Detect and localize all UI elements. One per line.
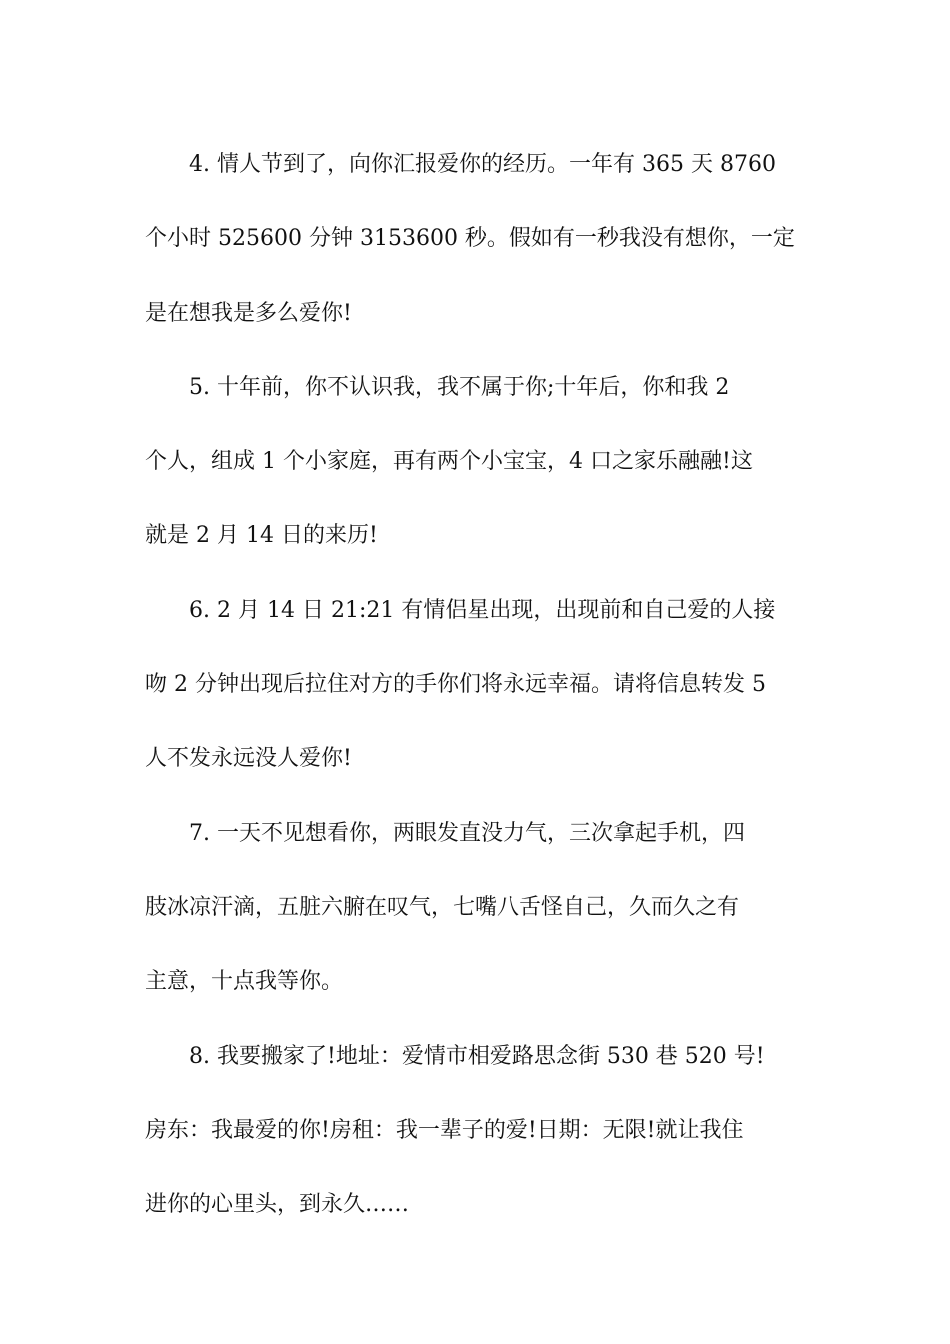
paragraph-8 bbox=[145, 1020, 810, 1243]
paragraph-line: 6. 2 月 14 日 21:21 有情侣星出现，出现前和自己爱的人接 bbox=[189, 597, 776, 623]
paragraph-line: 5. 十年前，你不认识我，我不属于你;十年后，你和我 2 bbox=[189, 374, 730, 400]
document-body bbox=[145, 128, 810, 1242]
paragraph-line: 4. 情人节到了，向你汇报爱你的经历。一年有 365 天 8760 bbox=[189, 152, 776, 177]
paragraph-line: 主意，十点我等你。 bbox=[145, 969, 344, 995]
paragraph-line: 肢冰凉汗滴，五脏六腑在叹气，七嘴八舌怪自己，久而久之有 bbox=[145, 894, 740, 920]
paragraph-6 bbox=[145, 574, 810, 797]
paragraph-line: 是在想我是多么爱你! bbox=[145, 300, 352, 326]
paragraph-line: 人不发永远没人爱你! bbox=[145, 746, 352, 772]
paragraph-line: 就是 2 月 14 日的来历! bbox=[145, 523, 378, 549]
paragraph-line: 进你的心里头，到永久…… bbox=[145, 1192, 410, 1218]
paragraph-5 bbox=[145, 351, 810, 574]
paragraph-line: 吻 2 分钟出现后拉住对方的手你们将永远幸福。请将信息转发 5 bbox=[145, 672, 766, 698]
paragraph-line: 房东：我最爱的你!房租：我一辈子的爱!日期：无限!就让我住 bbox=[145, 1117, 744, 1143]
paragraph-4 bbox=[145, 128, 810, 351]
paragraph-line: 7. 一天不见想看你，两眼发直没力气，三次拿起手机，四 bbox=[189, 820, 745, 846]
paragraph-line: 个小时 525600 分钟 3153600 秒。假如有一秒我没有想你，一定 bbox=[145, 226, 795, 252]
paragraph-7 bbox=[145, 797, 810, 1020]
paragraph-line: 8. 我要搬家了!地址：爱情市相爱路思念街 530 巷 520 号! bbox=[189, 1043, 765, 1069]
paragraph-line: 个人，组成 1 个小家庭，再有两个小宝宝，4 口之家乐融融!这 bbox=[145, 449, 753, 475]
